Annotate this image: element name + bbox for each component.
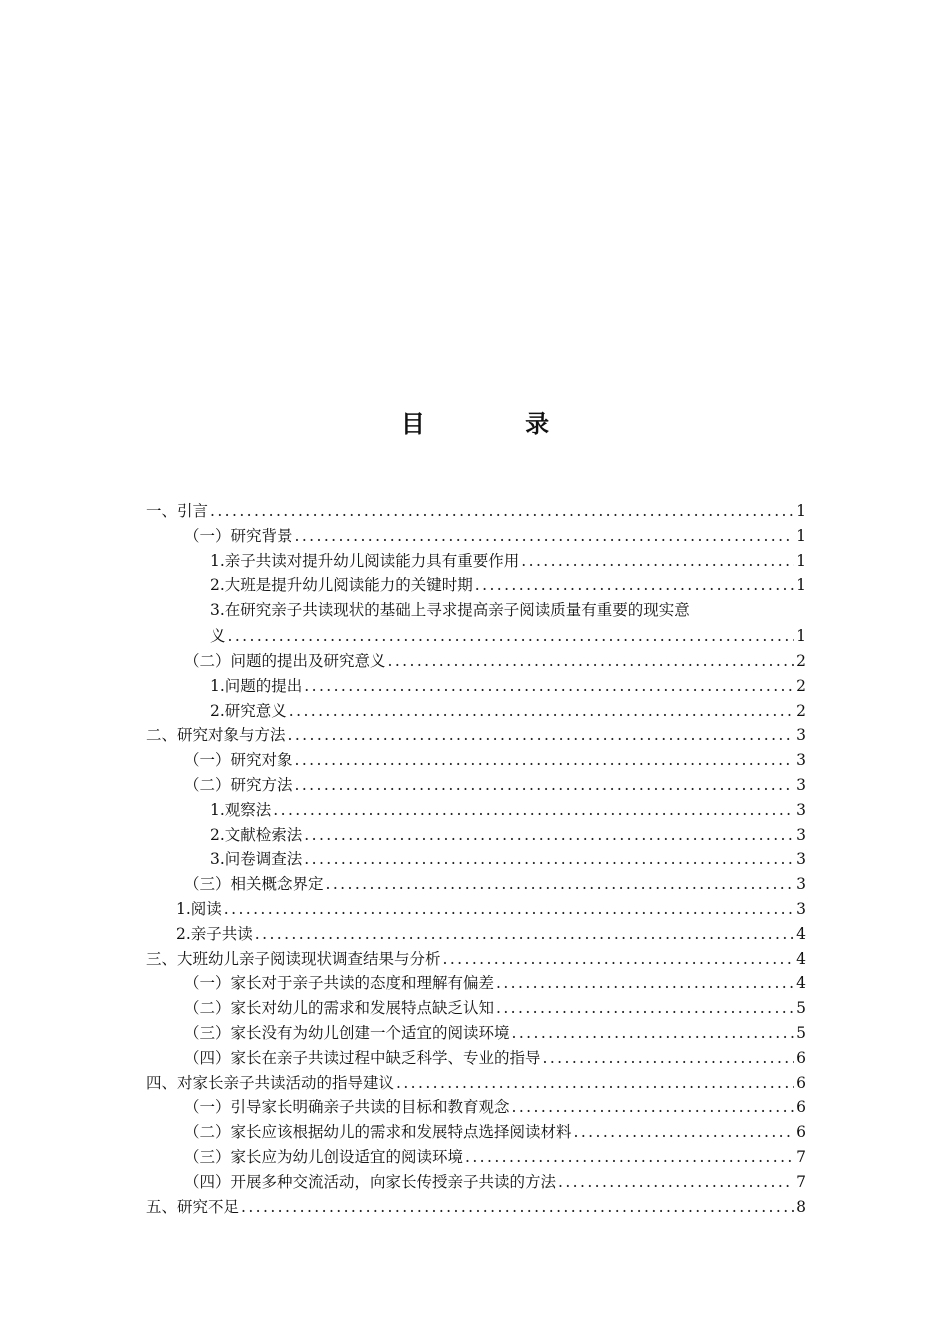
- toc-entry[interactable]: [146, 773, 806, 798]
- toc-entry[interactable]: [146, 1095, 806, 1120]
- toc-entry[interactable]: [146, 872, 806, 897]
- dot-leader: [574, 1120, 794, 1145]
- toc-entry-text: 3.在研究亲子共读现状的基础上寻求提高亲子阅读质量有重要的现实意: [210, 601, 690, 620]
- toc-entry-page: 3: [796, 850, 806, 869]
- dot-leader: [443, 947, 794, 972]
- dot-leader: [241, 1195, 794, 1220]
- toc-entry-page: 7: [796, 1147, 806, 1166]
- toc-entry-text: 义: [210, 627, 226, 646]
- toc-entry-page: 5: [796, 999, 806, 1018]
- toc-entry-text: （二）研究方法: [184, 775, 293, 794]
- toc-entry-page: 8: [796, 1197, 806, 1216]
- toc-entry[interactable]: [146, 1120, 806, 1145]
- toc-entry-text: 1.问题的提出: [210, 676, 303, 695]
- toc-entry-text: 三、大班幼儿亲子阅读现状调查结果与分析: [146, 949, 441, 968]
- toc-entry-page: 1: [796, 526, 806, 545]
- dot-leader: [304, 823, 794, 848]
- dot-leader: [388, 649, 794, 674]
- dot-leader: [396, 1071, 794, 1096]
- toc-entry[interactable]: [146, 598, 806, 624]
- toc-entry-page: 3: [796, 825, 806, 844]
- toc-entry[interactable]: [146, 1170, 806, 1195]
- toc-entry-page: 6: [796, 1048, 806, 1067]
- toc-entry-text: 2.研究意义: [210, 701, 287, 720]
- toc-entry[interactable]: [146, 823, 806, 848]
- toc-entry-text: （一）引导家长明确亲子共读的目标和教育观念: [184, 1098, 510, 1117]
- toc-entry-text: （三）家长没有为幼儿创建一个适宜的阅读环境: [184, 1023, 510, 1042]
- toc-entry[interactable]: [146, 1195, 806, 1220]
- toc-entry[interactable]: [146, 674, 806, 699]
- toc-entry-text: 四、对家长亲子共读活动的指导建议: [146, 1073, 395, 1092]
- toc-entry-text: 一、引言: [146, 502, 209, 520]
- toc-entry-page: 2: [796, 676, 806, 695]
- toc-entry-page: 3: [796, 899, 806, 918]
- toc-entry-text: 3.问卷调查法: [210, 850, 303, 869]
- dot-leader: [288, 723, 794, 748]
- toc-entry[interactable]: [146, 847, 806, 872]
- dot-leader: [295, 773, 794, 798]
- toc-entry-page: 5: [796, 1023, 806, 1042]
- dot-leader: [304, 674, 794, 699]
- toc-entry[interactable]: [146, 1071, 806, 1096]
- toc-entry-text: （一）研究背景: [184, 526, 293, 545]
- toc-entry-page: 1: [796, 627, 806, 646]
- toc-entry-text: （二）问题的提出及研究意义: [184, 651, 386, 670]
- toc-entry[interactable]: [146, 798, 806, 823]
- dot-leader: [543, 1046, 794, 1071]
- dot-leader: [521, 549, 794, 574]
- toc-entry[interactable]: [146, 1021, 806, 1046]
- toc-entry[interactable]: [146, 1046, 806, 1071]
- toc-entry-text: （四）家长在亲子共读过程中缺乏科学、专业的指导: [184, 1048, 541, 1067]
- toc-entry-page: 2: [796, 701, 806, 720]
- toc-entry-text: （二）家长应该根据幼儿的需求和发展特点选择阅读材料: [184, 1123, 572, 1142]
- page-title: 目 录: [400, 410, 596, 438]
- toc-entry-text: （三）相关概念界定: [184, 875, 324, 894]
- toc-entry[interactable]: [146, 649, 806, 674]
- toc-entry-page: 3: [796, 751, 806, 770]
- table-of-contents: [146, 499, 806, 1219]
- toc-entry-page: 7: [796, 1172, 806, 1191]
- dot-leader: [326, 872, 794, 897]
- toc-entry-text: 1.亲子共读对提升幼儿阅读能力具有重要作用: [210, 551, 520, 570]
- dot-leader: [255, 922, 794, 947]
- dot-leader: [228, 624, 794, 649]
- toc-entry[interactable]: [146, 524, 806, 549]
- toc-entry[interactable]: [146, 699, 806, 724]
- dot-leader: [295, 524, 794, 549]
- toc-entry-text: 2.文献检索法: [210, 825, 303, 844]
- toc-entry[interactable]: [146, 748, 806, 773]
- toc-entry[interactable]: [146, 947, 806, 972]
- toc-entry-page: 1: [796, 576, 806, 595]
- toc-entry-page: 4: [796, 974, 806, 993]
- toc-entry[interactable]: [146, 1145, 806, 1170]
- toc-entry-page: 4: [796, 924, 806, 943]
- dot-leader: [210, 499, 794, 524]
- toc-entry-page: 2: [796, 651, 806, 670]
- toc-entry[interactable]: [146, 499, 806, 524]
- toc-entry-page: 3: [796, 775, 806, 794]
- toc-entry-text: 2.大班是提升幼儿阅读能力的关键时期: [210, 576, 473, 595]
- toc-entry-text: （三）家长应为幼儿创设适宜的阅读环境: [184, 1147, 464, 1166]
- dot-leader: [512, 1095, 794, 1120]
- dot-leader: [289, 699, 794, 724]
- dot-leader: [304, 847, 794, 872]
- toc-entry[interactable]: [146, 549, 806, 574]
- dot-leader: [465, 1145, 794, 1170]
- toc-entry-text: （一）研究对象: [184, 751, 293, 770]
- toc-entry[interactable]: [146, 723, 806, 748]
- toc-entry-text: 2.亲子共读: [176, 924, 253, 943]
- toc-entry-text: 五、研究不足: [146, 1197, 240, 1216]
- toc-entry-text: （一）家长对于亲子共读的态度和理解有偏差: [184, 974, 495, 993]
- dot-leader: [273, 798, 794, 823]
- toc-entry-text: 二、研究对象与方法: [146, 726, 286, 745]
- toc-entry-page: 6: [796, 1098, 806, 1117]
- dot-leader: [512, 1021, 794, 1046]
- dot-leader: [295, 748, 794, 773]
- toc-entry-page: 4: [796, 949, 806, 968]
- dot-leader: [558, 1170, 794, 1195]
- toc-entry-text: 1.阅读: [176, 899, 222, 918]
- toc-entry-page: 3: [796, 875, 806, 894]
- dot-leader: [224, 897, 794, 922]
- toc-entry-page: 1: [796, 502, 806, 520]
- toc-entry-text: 1.观察法: [210, 800, 272, 819]
- toc-entry-page: 6: [796, 1123, 806, 1142]
- toc-entry[interactable]: [146, 573, 806, 598]
- toc-entry[interactable]: [146, 996, 806, 1021]
- toc-entry-page: 6: [796, 1073, 806, 1092]
- toc-entry-page: 3: [796, 726, 806, 745]
- dot-leader: [475, 573, 794, 598]
- toc-entry[interactable]: [146, 922, 806, 947]
- toc-entry[interactable]: [146, 971, 806, 996]
- dot-leader: [496, 996, 794, 1021]
- toc-entry-text: （二）家长对幼儿的需求和发展特点缺乏认知: [184, 999, 495, 1018]
- dot-leader: [496, 971, 794, 996]
- toc-entry-continuation[interactable]: [146, 624, 806, 649]
- toc-entry-page: 3: [796, 800, 806, 819]
- toc-entry-text: （四）开展多种交流活动，向家长传授亲子共读的方法: [184, 1172, 557, 1191]
- toc-entry[interactable]: [146, 897, 806, 922]
- toc-entry-page: 1: [796, 551, 806, 570]
